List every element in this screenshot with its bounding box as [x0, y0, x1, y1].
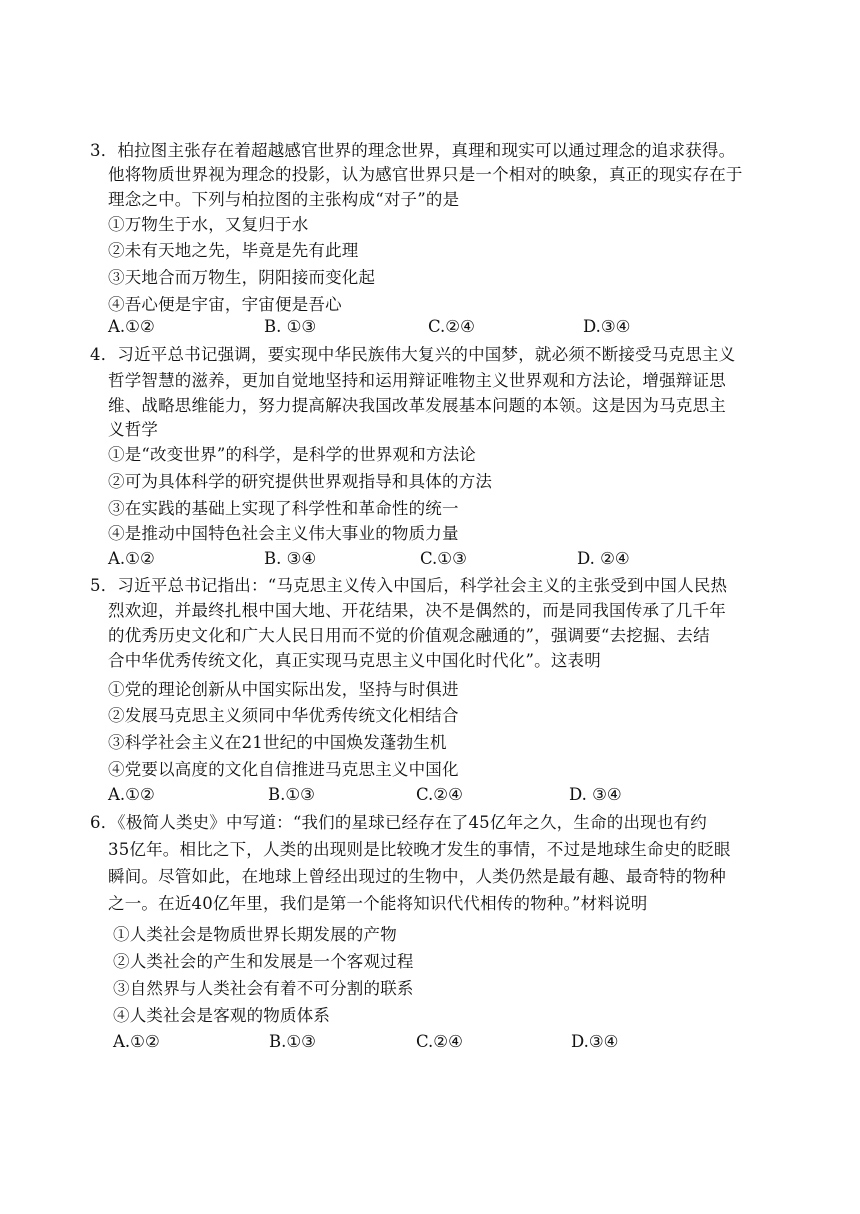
q6-option-3: ③自然界与人类社会有着不可分割的联系: [113, 979, 414, 998]
q3-option-4: ④吾心便是宇宙，宇宙便是吾心: [108, 295, 342, 314]
q5-choice-d: D. ③④: [569, 785, 622, 804]
q4-option-1: ①是“改变世界”的科学，是科学的世界观和方法论: [108, 445, 476, 464]
q5-choice-c: C.②④: [416, 785, 463, 804]
q5-stem-line-3: 的优秀历史文化和广大人民日用而不觉的价值观念融通的”，强调要“去挖掘、去结: [108, 626, 710, 645]
q4-stem-line-2: 哲学智慧的滋养，更加自觉地坚持和运用辩证唯物主义世界观和方法论，增强辩证思: [108, 371, 726, 390]
q6-choice-c: C.②④: [416, 1032, 463, 1051]
q6-option-2: ②人类社会的产生和发展是一个客观过程: [113, 952, 414, 971]
q5-stem-line-1: 5．习近平总书记指出：“马克思主义传入中国后，科学社会主义的主张受到中国人民热: [90, 576, 728, 595]
q3-stem-line-1: 3．柏拉图主张存在着超越感官世界的理念世界，真理和现实可以通过理念的追求获得。: [90, 141, 736, 160]
q3-choice-c: C.②④: [428, 317, 475, 336]
q3-stem-line-2: 他将物质世界视为理念的投影，认为感官世界只是一个相对的映象，真正的现实存在于: [108, 165, 743, 184]
q4-option-3: ③在实践的基础上实现了科学性和革命性的统一: [108, 499, 459, 518]
q4-stem-line-4: 义哲学: [108, 420, 159, 439]
q5-option-3: ③科学社会主义在21世纪的中国焕发蓬勃生机: [108, 733, 447, 752]
q4-stem-line-3: 维、战略思维能力，努力提高解决我国改革发展基本问题的本领。这是因为马克思主: [108, 396, 726, 415]
q5-option-4: ④党要以高度的文化自信推进马克思主义中国化: [108, 760, 459, 779]
q3-choice-b: B. ①③: [264, 317, 317, 336]
q6-stem-line-4: 之一。在近40亿年里，我们是第一个能将知识代代相传的物种。”材料说明: [108, 894, 648, 913]
q6-stem-line-2: 35亿年。相比之下，人类的出现则是比较晚才发生的事情，不过是地球生命史的眨眼: [108, 840, 731, 859]
q6-choice-a: A.①②: [113, 1032, 160, 1051]
q5-choice-a: A.①②: [108, 785, 155, 804]
q3-choice-d: D.③④: [583, 317, 631, 336]
q6-choice-b: B.①③: [269, 1032, 316, 1051]
q6-option-1: ①人类社会是物质世界长期发展的产物: [113, 925, 397, 944]
q5-option-1: ①党的理论创新从中国实际出发，坚持与时俱进: [108, 680, 459, 699]
q6-option-4: ④人类社会是客观的物质体系: [113, 1006, 331, 1025]
q3-stem-line-3: 理念之中。下列与柏拉图的主张构成“对子”的是: [108, 190, 460, 209]
q3-option-3: ③天地合而万物生，阴阳接而变化起: [108, 268, 376, 287]
q6-stem-line-1: 6．《极简人类史》中写道：“我们的星球已经存在了45亿年之久，生命的出现也有约: [90, 813, 707, 832]
q4-stem-line-1: 4．习近平总书记强调，要实现中华民族伟大复兴的中国梦，就必须不断接受马克思主义: [90, 345, 736, 364]
q5-option-2: ②发展马克思主义须同中华优秀传统文化相结合: [108, 706, 459, 725]
q4-option-2: ②可为具体科学的研究提供世界观指导和具体的方法: [108, 472, 493, 491]
q4-choice-d: D. ②④: [577, 549, 630, 568]
q4-option-4: ④是推动中国特色社会主义伟大事业的物质力量: [108, 524, 459, 543]
q3-option-2: ②未有天地之先，毕竟是先有此理: [108, 241, 359, 260]
q5-choice-b: B.①③: [268, 785, 315, 804]
q3-option-1: ①万物生于水，又复归于水: [108, 215, 309, 234]
q4-choice-c: C.①③: [420, 549, 467, 568]
q5-stem-line-4: 合中华优秀传统文化，真正实现马克思主义中国化时代化”。这表明: [108, 651, 601, 670]
q6-stem-line-3: 瞬间。尽管如此，在地球上曾经出现过的生物中，人类仍然是最有趣、最奇特的物种: [108, 867, 726, 886]
q5-stem-line-2: 烈欢迎，并最终扎根中国大地、开花结果，决不是偶然的，而是同我国传承了几千年: [108, 601, 726, 620]
q6-choice-d: D.③④: [571, 1032, 619, 1051]
q3-choice-a: A.①②: [108, 317, 155, 336]
q4-choice-b: B. ③④: [264, 549, 317, 568]
q4-choice-a: A.①②: [108, 549, 155, 568]
